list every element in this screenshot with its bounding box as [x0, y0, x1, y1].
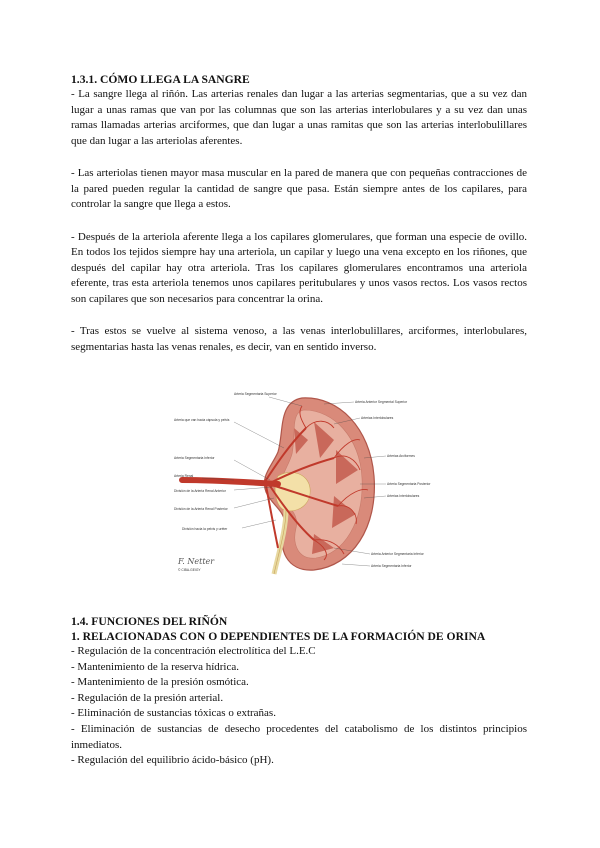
section-kidney-functions — [71, 614, 527, 769]
label-right-4: Arteria Segmentaria Posterior — [387, 482, 431, 486]
list-item: - Mantenimiento de la presión osmótica. — [71, 676, 249, 689]
label-left-1: Arteria que van hacia cápsula y pelvis — [174, 418, 230, 422]
label-right-7: Arteria Segmentaria Inferior — [371, 564, 412, 568]
label-right-6: Arteria Anterior Segmentaria Inferior — [371, 552, 424, 556]
label-right-2: Arterias Interlobulares — [361, 416, 394, 420]
label-left-5: División de la Arteria Renal Posterior — [174, 507, 228, 511]
kidney-vasculature-illustration — [174, 388, 431, 580]
label-right-1: Arteria Anterior Segmental Superior — [355, 400, 408, 404]
section-blood-supply — [71, 72, 527, 372]
list-item: - Eliminación de sustancias tóxicas o extrañas. — [71, 707, 276, 720]
label-left-3: Arteria Renal — [174, 474, 194, 478]
label-right-3: Arterias Arciformes — [387, 454, 415, 458]
label-top: Arteria Segmentaria Superior — [234, 392, 277, 396]
label-right-5: Arterias Interlobulares — [387, 494, 420, 498]
section-subheading: 1. RELACIONADAS CON O DEPENDIENTES DE LA FORMACIÓN DE ORINA — [71, 630, 486, 643]
label-left-6: División hacia la pelvis y uréter — [182, 527, 228, 531]
paragraph: - Las arteriolas tienen mayor masa muscular en la pared de manera que con pequeñas contracciones de la pared pueden regular la cantidad de sangre que pasa. Están siempre antes de los capilares, para controlar la sangre que llega a estos. — [71, 167, 527, 210]
section-heading: 1.3.1. CÓMO LLEGA LA SANGRE — [71, 73, 250, 86]
list-item: - Regulación de la concentración electrolítica del L.E.C — [71, 645, 316, 657]
list-item: - Mantenimiento de la reserva hídrica. — [71, 660, 239, 673]
paragraph: - Después de la arteriola aferente llega a los capilares glomerulares, que forman una especie de ovillo. En todos los tejidos siempre hay una arteriola, un capilar y luego una vena excepto en los riñones, que después del capilar hay otra arteriola. Tras los capilares glomerulares encontramos una arteriola eferente, tras esta arteriola tenemos unos capilares peritubulares y unos vasos rectos. Los vasos rectos son capilares que son necesarios para concentrar la orina. — [71, 230, 527, 305]
artist-signature: F. Netter — [178, 557, 215, 566]
paragraph: - La sangre llega al riñón. Las arterias renales dan lugar a las arterias segmentarias, que a su vez dan lugar a unas ramas que van por las columnas que son las arterias interlobulares y a su vez dan unas ramas llamadas arterias arciformes, que dan lugar a unas ramitas que son las arterias interlobulillares que dan lugar a las arteriolas aferentes. — [71, 88, 527, 147]
list-item: - Regulación del equilibrio ácido-básico (pH). — [71, 754, 274, 767]
paragraph: - Tras estos se vuelve al sistema venoso, a las venas interlobulillares, arciformes, interlobulares, segmentarias hasta las venas renales, es decir, van en sentido inverso. — [71, 325, 527, 353]
section-heading: 1.4. FUNCIONES DEL RIÑÓN — [71, 615, 228, 628]
label-left-4: División de la Arteria Renal Anterior — [174, 489, 226, 493]
list-item: - Regulación de la presión arterial. — [71, 691, 224, 704]
figure-code: © CIBA-GEIGY — [178, 568, 201, 572]
label-left-2: Arteria Segmentaria Inferior — [174, 456, 215, 460]
list-item: - Eliminación de sustancias de desecho procedentes del catabolismo de los distintos principios inmediatos. — [71, 722, 527, 751]
